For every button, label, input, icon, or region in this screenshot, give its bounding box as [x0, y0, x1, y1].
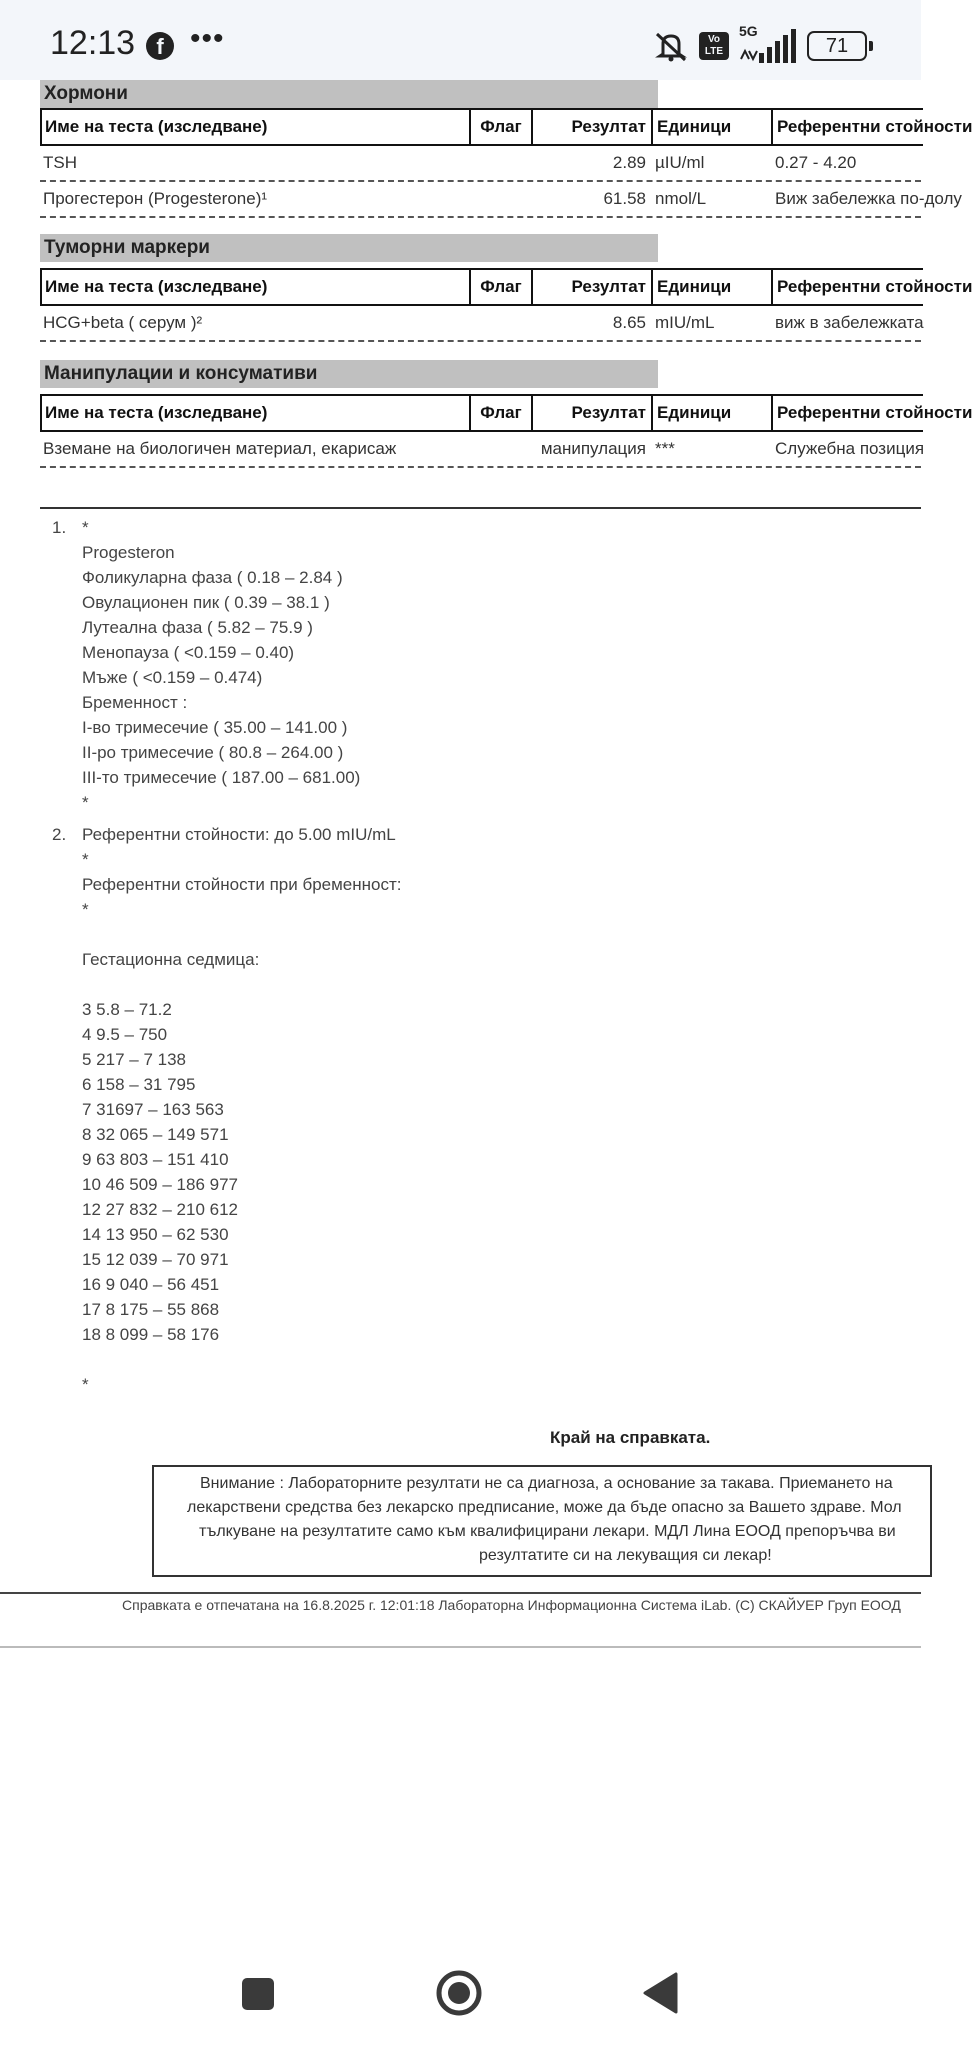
table-header — [40, 394, 972, 432]
section-title: Туморни маркери — [40, 234, 658, 262]
table-header — [40, 108, 972, 146]
status-bar — [0, 0, 921, 80]
note-line: * — [82, 518, 89, 537]
recents-icon[interactable] — [242, 1978, 274, 2010]
note-line: * — [82, 850, 89, 869]
warning-line: лекарствени средства без лекарско предписание, може да бъде опасно за Вашето здраве. Мол — [187, 1499, 902, 1516]
cell-test-name: HCG+beta ( серум )² — [43, 313, 203, 332]
battery-level: 71 — [807, 31, 867, 61]
print-footer: Справката е отпечатана на 16.8.2025 г. 12:01:18 Лабораторна Информационна Система iLab. (C) СКАЙУЕР Груп ЕООД — [122, 1597, 901, 1613]
cell-result: 2.89 — [612, 153, 646, 172]
cell-reference: Служебна позиция — [775, 439, 925, 458]
note-number: 2. — [52, 825, 67, 844]
status-time: 12:13 — [50, 24, 136, 62]
warning-line: тълкуване на резултатите само към квалифицирани лекари. МДЛ Лина ЕООД препоръчва ви — [199, 1523, 896, 1540]
header-units: Единици — [653, 270, 773, 304]
note-line: 3 5.8 – 71.2 — [82, 1000, 172, 1019]
cell-flag — [469, 306, 531, 340]
header-reference: Референтни стойности — [777, 277, 972, 296]
table-row — [40, 182, 962, 218]
note-line: Мъже ( <0.159 – 0.474) — [82, 668, 263, 687]
cell-test-name: Прогестерон (Progesterone)¹ — [43, 189, 268, 208]
cell-test-name: TSH — [43, 153, 77, 172]
battery-tip — [869, 41, 873, 51]
note-line: 17 8 175 – 55 868 — [82, 1300, 220, 1319]
note-line: III-то тримесечие ( 187.00 – 681.00) — [82, 768, 361, 787]
section-title: Манипулации и консумативи — [40, 360, 658, 388]
note-line: Progesteron — [82, 543, 175, 562]
note-line: 9 63 803 – 151 410 — [82, 1150, 229, 1169]
note-line: 6 158 – 31 795 — [82, 1075, 196, 1094]
cell-result: 61.58 — [603, 189, 646, 208]
note-line: Овулационен пик ( 0.39 – 38.1 ) — [82, 593, 330, 612]
note-line: 12 27 832 – 210 612 — [82, 1200, 238, 1219]
cell-flag — [469, 146, 531, 180]
note-line: Референтни стойности при бременност: — [82, 875, 402, 894]
mute-icon — [653, 30, 689, 62]
header-result: Резултат — [533, 396, 653, 430]
page-end-divider — [0, 1646, 921, 1648]
note-line: Гестационна седмица: — [82, 950, 260, 969]
note-line: 14 13 950 – 62 530 — [82, 1225, 229, 1244]
cell-reference: 0.27 - 4.20 — [775, 153, 857, 172]
warning-box — [152, 1465, 932, 1577]
home-icon[interactable] — [436, 1970, 482, 2016]
header-reference: Референтни стойности — [777, 117, 972, 136]
table-row — [40, 146, 921, 182]
signal-icon — [739, 29, 797, 63]
cell-result: 8.65 — [612, 313, 646, 332]
note-line: 5 217 – 7 138 — [82, 1050, 186, 1069]
note-line: I-во тримесечие ( 35.00 – 141.00 ) — [82, 718, 348, 737]
table-row — [40, 306, 924, 342]
cell-reference: Виж забележка по-долу — [775, 189, 962, 208]
note-line: 7 31697 – 163 563 — [82, 1100, 224, 1119]
volte-icon: Vo LTE — [699, 32, 729, 60]
battery-indicator — [807, 31, 873, 61]
header-test-name: Име на теста (изследване) — [42, 110, 471, 144]
notes-divider — [40, 507, 921, 509]
note-line: 8 32 065 – 149 571 — [82, 1125, 229, 1144]
more-notifications-icon: ••• — [190, 22, 225, 55]
header-test-name: Име на теста (изследване) — [42, 270, 471, 304]
cell-result: манипулация — [540, 439, 646, 458]
note-line: Бременност : — [82, 693, 188, 712]
note-line: * — [82, 900, 89, 919]
note-line: Менопауза ( <0.159 – 0.40) — [82, 643, 295, 662]
section-title: Хормони — [40, 80, 658, 108]
note-line: II-ро тримесечие ( 80.8 – 264.00 ) — [82, 743, 344, 762]
cell-reference: виж в забележката — [775, 313, 924, 332]
header-flag: Флаг — [471, 110, 533, 144]
network-type-label: 5G — [739, 23, 758, 39]
back-icon[interactable] — [642, 1972, 678, 2014]
note-line: 4 9.5 – 750 — [82, 1025, 168, 1044]
header-flag: Флаг — [471, 270, 533, 304]
header-reference: Референтни стойности — [777, 403, 972, 422]
note-line: 18 8 099 – 58 176 — [82, 1325, 220, 1344]
note-number: 1. — [52, 518, 67, 537]
cell-test-name: Вземане на биологичен материал, екарисаж — [43, 439, 397, 458]
footer-divider — [0, 1592, 921, 1594]
cell-units: µIU/ml — [655, 153, 705, 172]
report-end-title: Край на справката. — [550, 1428, 711, 1447]
cell-flag — [469, 182, 531, 216]
note-line: * — [82, 793, 89, 812]
note-line: 15 12 039 – 70 971 — [82, 1250, 229, 1269]
header-result: Резултат — [533, 270, 653, 304]
note-line: 10 46 509 – 186 977 — [82, 1175, 238, 1194]
header-units: Единици — [653, 396, 773, 430]
header-flag: Флаг — [471, 396, 533, 430]
note-line: Референтни стойности: до 5.00 mIU/mL — [82, 825, 396, 844]
header-units: Единици — [653, 110, 773, 144]
system-navigation-bar — [0, 1940, 921, 2048]
facebook-icon: f — [146, 32, 174, 60]
note-line: Фоликуларна фаза ( 0.18 – 2.84 ) — [82, 568, 343, 587]
note-line: Лутеална фаза ( 5.82 – 75.9 ) — [82, 618, 313, 637]
note-line: 16 9 040 – 56 451 — [82, 1275, 220, 1294]
cell-units: mIU/mL — [655, 313, 715, 332]
table-header — [40, 268, 972, 306]
header-result: Резултат — [533, 110, 653, 144]
header-test-name: Име на теста (изследване) — [42, 396, 471, 430]
cell-units: *** — [655, 439, 675, 458]
note-line: * — [82, 1375, 89, 1394]
cell-units: nmol/L — [655, 189, 707, 208]
table-row — [40, 432, 925, 468]
cell-flag — [469, 432, 531, 466]
warning-line: резултатите си на лекуващия си лекар! — [479, 1547, 772, 1564]
warning-line: Внимание : Лабораторните резултати не са диагноза, а основание за такава. Приемането на — [200, 1475, 893, 1492]
